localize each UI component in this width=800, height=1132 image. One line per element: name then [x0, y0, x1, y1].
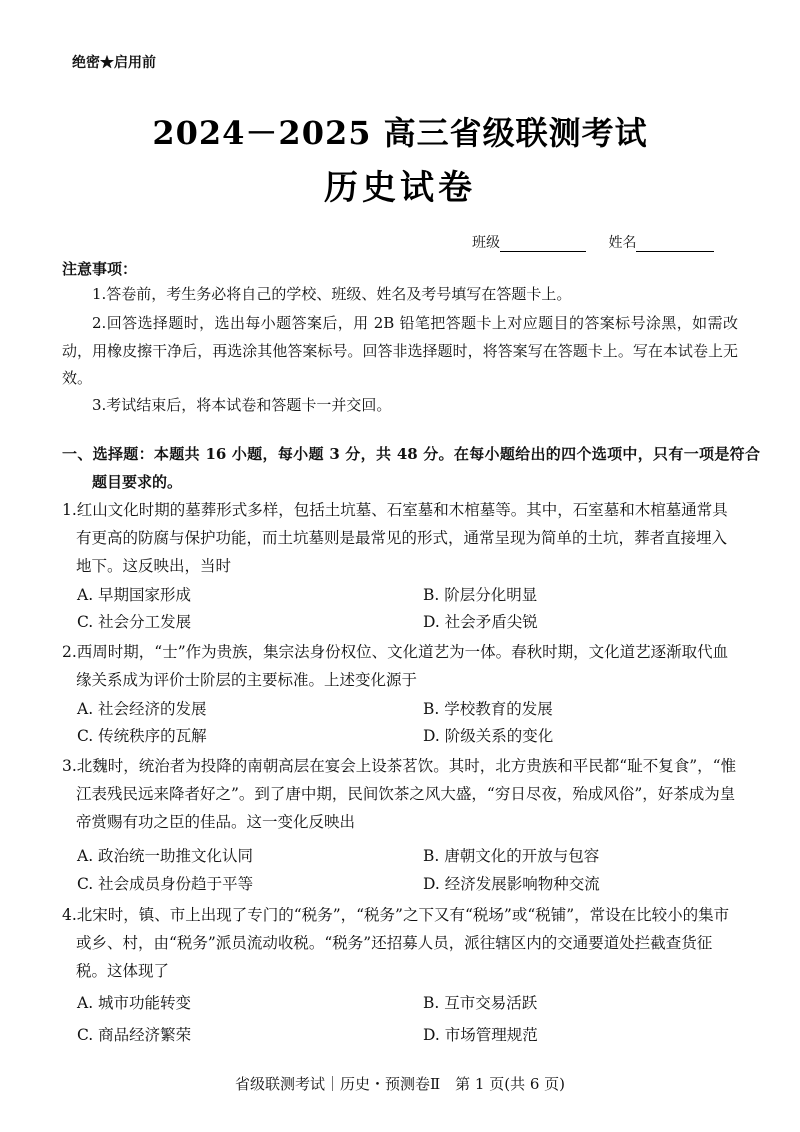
question-1-option-c: C. 社会分工发展	[77, 613, 192, 631]
question-4-stem: 4.北宋时，镇、市上出现了专门的“税务”，“税务”之下又有“税场”或“税铺”，常设在比较小的集市或乡、村，由“税务”派员流动收税。“税务”还招募人员，派往辖区内的交通要道处拦截查货征税。这体现了	[62, 906, 730, 980]
notice-item-3: 3.考试结束后，将本试卷和答题卡一并交回。	[92, 396, 392, 414]
question-2-option-a: A. 社会经济的发展	[77, 700, 207, 718]
question-4-option-c: C. 商品经济繁荣	[77, 1026, 192, 1044]
question-2-stem: 2.西周时期，“士”作为贵族，集宗法身份权位、文化道艺为一体。春秋时期，文化道艺逐渐取代血缘关系成为评价士阶层的主要标准。上述变化源于	[62, 643, 729, 689]
question-4-option-b: B. 互市交易活跃	[423, 994, 538, 1012]
question-3-option-b: B. 唐朝文化的开放与包容	[423, 847, 600, 865]
confidential-label: 绝密★启用前	[72, 55, 156, 71]
question-2-option-d: D. 阶级关系的变化	[423, 727, 554, 745]
section-heading: 一、选择题：本题共 16 小题，每小题 3 分，共 48 分。在每小题给出的四个选项中，只有一项是符合题目要求的。	[62, 445, 760, 491]
question-2	[62, 638, 742, 694]
class-label: 班级	[472, 235, 500, 251]
question-1-option-d: D. 社会矛盾尖锐	[423, 613, 538, 631]
notice-item-1: 1.答卷前，考生务必将自己的学校、班级、姓名及考号填写在答题卡上。	[92, 285, 572, 303]
page-footer: 省级联测考试｜历史・预测卷Ⅱ 第 1 页(共 6 页)	[234, 1075, 566, 1093]
question-1-stem: 1.红山文化时期的墓葬形式多样，包括土坑墓、石室墓和木棺墓等。其中，石室墓和木棺墓通常具有更高的防腐与保护功能，而土坑墓则是最常见的形式，通常呈现为简单的土坑，葬者直接埋入地下。这反映出，当时	[62, 501, 728, 575]
subject-title: 历史试卷	[324, 168, 476, 208]
notice-heading: 注意事项：	[62, 260, 138, 278]
question-4-option-a: A. 城市功能转变	[77, 994, 192, 1012]
question-2-option-b: B. 学校教育的发展	[423, 700, 553, 718]
question-2-option-c: C. 传统秩序的瓦解	[77, 727, 207, 745]
question-4	[62, 901, 742, 985]
question-4-option-d: D. 市场管理规范	[423, 1026, 538, 1044]
exam-title: 2024－2025 高三省级联测考试	[152, 114, 648, 152]
question-3-stem: 3.北魏时，统治者为投降的南朝高层在宴会上设茶茗饮。其时，北方贵族和平民都“耻不复食”，“惟江表残民远来降者好之”。到了唐中期，民间饮茶之风大盛，“穷日尽夜，殆成风俗”，好茶成为皇帝赏赐有功之臣的佳品。这一变化反映出	[62, 757, 737, 831]
question-3-option-d: D. 经济发展影响物种交流	[423, 875, 600, 893]
question-3	[62, 752, 742, 836]
question-1	[62, 496, 742, 580]
student-info-row	[472, 232, 714, 252]
name-blank	[636, 237, 714, 252]
question-3-option-c: C. 社会成员身份趋于平等	[77, 875, 254, 893]
question-1-option-a: A. 早期国家形成	[77, 586, 192, 604]
question-1-option-b: B. 阶层分化明显	[423, 586, 538, 604]
question-3-option-a: A. 政治统一助推文化认同	[77, 847, 254, 865]
class-blank	[500, 237, 586, 252]
name-label: 姓名	[608, 235, 637, 251]
notice-item-2: 2.回答选择题时，选出每小题答案后，用 2B 铅笔把答题卡上对应题目的答案标号涂黑，如需改动，用橡皮擦干净后，再选涂其他答案标号。回答非选择题时，将答案写在答题卡上。写在本试卷上无效。	[62, 314, 738, 387]
